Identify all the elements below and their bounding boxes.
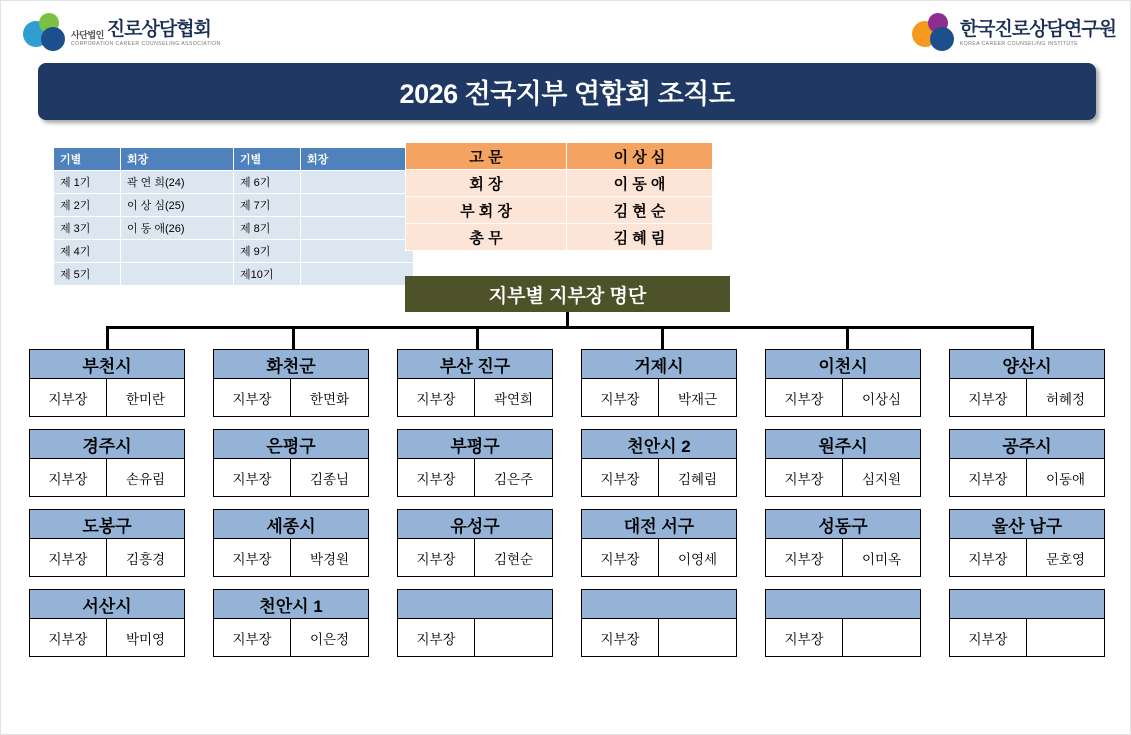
branch-person: 허혜정 bbox=[1027, 379, 1104, 416]
branch-card bbox=[213, 429, 369, 497]
branch-card bbox=[29, 429, 185, 497]
officer-row-vice-president bbox=[406, 197, 713, 224]
branch-card bbox=[581, 429, 737, 497]
officer-role: 고 문 bbox=[406, 143, 567, 170]
branch-role: 지부장 bbox=[950, 459, 1027, 496]
history-cell: 제 8기 bbox=[234, 217, 301, 240]
branch-role: 지부장 bbox=[766, 619, 843, 656]
branch-role: 지부장 bbox=[398, 459, 475, 496]
history-cell: 이 상 심(25) bbox=[121, 194, 234, 217]
branch-list-banner-text: 지부별 지부장 명단 bbox=[488, 285, 647, 307]
branch-person: 이은정 bbox=[291, 619, 368, 656]
branch-role: 지부장 bbox=[582, 619, 659, 656]
branch-person: 이영세 bbox=[659, 539, 736, 576]
branch-detail bbox=[29, 619, 185, 657]
branch-detail bbox=[581, 619, 737, 657]
connector-drop-4 bbox=[661, 326, 664, 349]
branch-role: 지부장 bbox=[766, 379, 843, 416]
branch-detail bbox=[213, 619, 369, 657]
branch-detail bbox=[765, 459, 921, 497]
history-cell: 제 2기 bbox=[54, 194, 121, 217]
branch-detail bbox=[581, 539, 737, 577]
branch-role: 지부장 bbox=[766, 459, 843, 496]
branch-detail bbox=[397, 459, 553, 497]
three-circles-logo-icon bbox=[912, 13, 954, 55]
branch-role: 지부장 bbox=[582, 459, 659, 496]
branch-person: 박재근 bbox=[659, 379, 736, 416]
history-cell: 제 7기 bbox=[234, 194, 301, 217]
branch-card bbox=[213, 349, 369, 417]
branch-detail bbox=[213, 459, 369, 497]
branch-detail bbox=[213, 379, 369, 417]
branch-role: 지부장 bbox=[950, 619, 1027, 656]
officers-table bbox=[405, 142, 713, 251]
branch-name bbox=[581, 589, 737, 619]
branch-card bbox=[765, 429, 921, 497]
branch-detail bbox=[397, 539, 553, 577]
branch-person: 이상심 bbox=[843, 379, 920, 416]
institute-logo-right-subtitle: KOREA CAREER COUNSELING INSTITUTE bbox=[959, 41, 1078, 48]
branch-detail bbox=[581, 379, 737, 417]
branch-name: 부천시 bbox=[29, 349, 185, 379]
branch-person: 한미란 bbox=[107, 379, 184, 416]
institute-logo-right bbox=[912, 13, 1116, 55]
branch-name: 원주시 bbox=[765, 429, 921, 459]
branch-detail bbox=[949, 459, 1105, 497]
branch-detail bbox=[29, 459, 185, 497]
branch-detail bbox=[765, 539, 921, 577]
table-row bbox=[54, 194, 414, 217]
branch-detail bbox=[949, 619, 1105, 657]
branch-card bbox=[29, 509, 185, 577]
officer-row-advisor bbox=[406, 143, 713, 170]
branch-detail bbox=[765, 619, 921, 657]
branch-card bbox=[765, 509, 921, 577]
history-cell: 이 동 애(26) bbox=[121, 217, 234, 240]
officer-person: 김 현 순 bbox=[567, 197, 713, 224]
officer-person: 이 상 심 bbox=[567, 143, 713, 170]
branch-card-empty bbox=[397, 589, 553, 657]
branch-person bbox=[1027, 619, 1104, 656]
branch-name: 대전 서구 bbox=[581, 509, 737, 539]
branch-name: 서산시 bbox=[29, 589, 185, 619]
branch-name bbox=[765, 589, 921, 619]
branch-role: 지부장 bbox=[214, 459, 291, 496]
table-row bbox=[54, 171, 414, 194]
branch-name: 은평구 bbox=[213, 429, 369, 459]
branch-role: 지부장 bbox=[950, 379, 1027, 416]
branch-grid bbox=[29, 349, 1109, 657]
branch-card bbox=[949, 509, 1105, 577]
branch-person: 문호영 bbox=[1027, 539, 1104, 576]
branch-card bbox=[581, 349, 737, 417]
branch-person: 손유림 bbox=[107, 459, 184, 496]
page-title-text: 2026 전국지부 연합회 조직도 bbox=[399, 79, 735, 109]
connector-drop-6 bbox=[1031, 326, 1034, 349]
history-cell: 제 4기 bbox=[54, 240, 121, 263]
branch-card bbox=[397, 509, 553, 577]
three-circles-logo-icon bbox=[23, 13, 65, 55]
branch-role: 지부장 bbox=[582, 539, 659, 576]
branch-person: 김흥경 bbox=[107, 539, 184, 576]
branch-card-empty bbox=[581, 589, 737, 657]
table-header-row bbox=[54, 148, 414, 171]
branch-role: 지부장 bbox=[398, 379, 475, 416]
history-cell bbox=[301, 194, 414, 217]
branch-role: 지부장 bbox=[30, 379, 107, 416]
branch-role: 지부장 bbox=[214, 539, 291, 576]
branch-name: 부산 진구 bbox=[397, 349, 553, 379]
branch-detail bbox=[581, 459, 737, 497]
history-cell: 제 5기 bbox=[54, 263, 121, 286]
branch-role: 지부장 bbox=[398, 539, 475, 576]
association-logo-left-text bbox=[71, 20, 221, 47]
branch-name: 유성구 bbox=[397, 509, 553, 539]
branch-card bbox=[949, 429, 1105, 497]
branch-person: 심지원 bbox=[843, 459, 920, 496]
branch-name: 이천시 bbox=[765, 349, 921, 379]
association-logo-left bbox=[23, 13, 221, 55]
branch-name: 울산 남구 bbox=[949, 509, 1105, 539]
history-cell: 제10기 bbox=[234, 263, 301, 286]
history-cell: 곽 연 희(24) bbox=[121, 171, 234, 194]
branch-card-empty bbox=[765, 589, 921, 657]
history-col-term-2: 기별 bbox=[234, 148, 301, 171]
association-logo-left-subtitle: CORPORATION CAREER COUNSELING ASSOCIATION bbox=[71, 41, 221, 48]
connector-drop-2 bbox=[292, 326, 295, 349]
branch-detail bbox=[397, 379, 553, 417]
connector-vertical-main bbox=[566, 312, 569, 327]
branch-list-banner bbox=[405, 276, 730, 312]
branch-card bbox=[765, 349, 921, 417]
branch-detail bbox=[397, 619, 553, 657]
branch-name bbox=[397, 589, 553, 619]
branch-role: 지부장 bbox=[30, 539, 107, 576]
history-cell bbox=[121, 240, 234, 263]
branch-name bbox=[949, 589, 1105, 619]
branch-name: 천안시 1 bbox=[213, 589, 369, 619]
history-cell bbox=[121, 263, 234, 286]
connector-drop-1 bbox=[106, 326, 109, 349]
history-cell: 제 6기 bbox=[234, 171, 301, 194]
branch-name: 양산시 bbox=[949, 349, 1105, 379]
association-logo-left-prefix: 사단법인 bbox=[71, 29, 104, 40]
history-col-term-1: 기별 bbox=[54, 148, 121, 171]
branch-name: 경주시 bbox=[29, 429, 185, 459]
branch-name: 공주시 bbox=[949, 429, 1105, 459]
officer-role: 회 장 bbox=[406, 170, 567, 197]
branch-name: 도봉구 bbox=[29, 509, 185, 539]
institute-logo-right-name: 한국진로상담연구원 bbox=[959, 19, 1116, 41]
branch-card bbox=[213, 509, 369, 577]
association-logo-left-name: 진로상담협회 bbox=[106, 19, 211, 41]
connector-drop-5 bbox=[846, 326, 849, 349]
branch-card bbox=[29, 349, 185, 417]
history-cell bbox=[301, 217, 414, 240]
table-row bbox=[54, 240, 414, 263]
branch-person: 김혜림 bbox=[659, 459, 736, 496]
presidents-history-table bbox=[53, 147, 414, 286]
history-cell: 제 9기 bbox=[234, 240, 301, 263]
history-cell: 제 3기 bbox=[54, 217, 121, 240]
branch-detail bbox=[29, 379, 185, 417]
officer-person: 김 혜 림 bbox=[567, 224, 713, 251]
history-cell: 제 1기 bbox=[54, 171, 121, 194]
page-title bbox=[38, 63, 1096, 120]
branch-person: 이동애 bbox=[1027, 459, 1104, 496]
branch-detail bbox=[29, 539, 185, 577]
branch-detail bbox=[765, 379, 921, 417]
branch-role: 지부장 bbox=[398, 619, 475, 656]
officer-row-secretary-general bbox=[406, 224, 713, 251]
branch-person bbox=[475, 619, 552, 656]
branch-person: 이미옥 bbox=[843, 539, 920, 576]
branch-person bbox=[843, 619, 920, 656]
branch-person: 곽연희 bbox=[475, 379, 552, 416]
officer-person: 이 동 애 bbox=[567, 170, 713, 197]
branch-person bbox=[659, 619, 736, 656]
branch-role: 지부장 bbox=[582, 379, 659, 416]
table-row bbox=[54, 263, 414, 286]
branch-name: 성동구 bbox=[765, 509, 921, 539]
history-col-president-2: 회장 bbox=[301, 148, 414, 171]
branch-card bbox=[397, 349, 553, 417]
branch-detail bbox=[949, 379, 1105, 417]
branch-name: 화천군 bbox=[213, 349, 369, 379]
branch-person: 박경원 bbox=[291, 539, 368, 576]
officer-role: 부 회 장 bbox=[406, 197, 567, 224]
officer-row-president bbox=[406, 170, 713, 197]
branch-person: 김종님 bbox=[291, 459, 368, 496]
branch-card bbox=[581, 509, 737, 577]
history-cell bbox=[301, 263, 414, 286]
branch-role: 지부장 bbox=[30, 459, 107, 496]
history-cell bbox=[301, 240, 414, 263]
branch-role: 지부장 bbox=[766, 539, 843, 576]
branch-name: 세종시 bbox=[213, 509, 369, 539]
officer-role: 총 무 bbox=[406, 224, 567, 251]
history-col-president-1: 회장 bbox=[121, 148, 234, 171]
branch-role: 지부장 bbox=[30, 619, 107, 656]
branch-name: 부평구 bbox=[397, 429, 553, 459]
branch-detail bbox=[213, 539, 369, 577]
branch-name: 거제시 bbox=[581, 349, 737, 379]
branch-detail bbox=[949, 539, 1105, 577]
branch-card bbox=[397, 429, 553, 497]
branch-name: 천안시 2 bbox=[581, 429, 737, 459]
branch-role: 지부장 bbox=[214, 379, 291, 416]
connector-drop-3 bbox=[476, 326, 479, 349]
branch-role: 지부장 bbox=[214, 619, 291, 656]
connector-horizontal-main bbox=[106, 326, 1034, 329]
branch-person: 김현순 bbox=[475, 539, 552, 576]
branch-person: 박미영 bbox=[107, 619, 184, 656]
institute-logo-right-text bbox=[960, 20, 1116, 47]
branch-person: 한면화 bbox=[291, 379, 368, 416]
branch-role: 지부장 bbox=[950, 539, 1027, 576]
branch-person: 김은주 bbox=[475, 459, 552, 496]
branch-card-empty bbox=[949, 589, 1105, 657]
branch-card bbox=[949, 349, 1105, 417]
branch-card bbox=[213, 589, 369, 657]
history-cell bbox=[301, 171, 414, 194]
table-row bbox=[54, 217, 414, 240]
branch-card bbox=[29, 589, 185, 657]
